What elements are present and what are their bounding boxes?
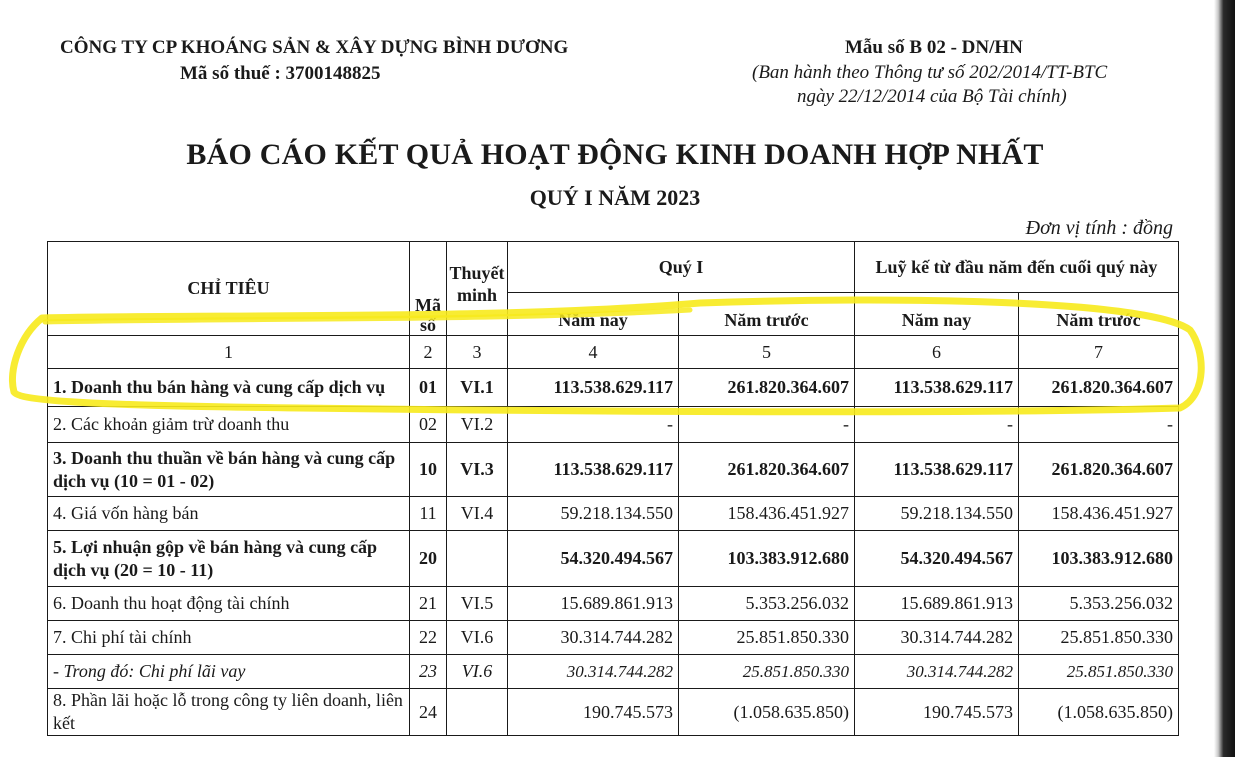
header-ytd-this-year: Năm nay — [855, 293, 1019, 336]
row-ytd-last-year: 25.851.850.330 — [1019, 621, 1179, 655]
row-quarter-last-year: 103.383.912.680 — [679, 531, 855, 587]
row-quarter-this-year: 190.745.573 — [508, 689, 679, 736]
column-index-row — [48, 336, 1179, 369]
row-label: 3. Doanh thu thuần về bán hàng và cung cấp dịch vụ (10 = 01 - 02) — [48, 443, 410, 497]
row-ytd-this-year: 30.314.744.282 — [855, 621, 1019, 655]
table-row — [48, 689, 1179, 736]
header-code: Mã số — [410, 242, 447, 336]
tax-id: Mã số thuế : 3700148825 — [180, 63, 381, 84]
row-quarter-this-year: 54.320.494.567 — [508, 531, 679, 587]
row-label: 7. Chi phí tài chính — [48, 621, 410, 655]
row-note — [447, 689, 508, 736]
header-quarter-last-year: Năm trước — [679, 293, 855, 336]
row-code: 20 — [410, 531, 447, 587]
row-quarter-this-year: 113.538.629.117 — [508, 369, 679, 407]
row-code: 02 — [410, 407, 447, 443]
table-row — [48, 497, 1179, 531]
row-ytd-last-year: 103.383.912.680 — [1019, 531, 1179, 587]
row-label: 2. Các khoản giảm trừ doanh thu — [48, 407, 410, 443]
row-ytd-last-year: 5.353.256.032 — [1019, 587, 1179, 621]
row-label: 4. Giá vốn hàng bán — [48, 497, 410, 531]
index-cell: 1 — [48, 336, 410, 369]
row-code: 24 — [410, 689, 447, 736]
company-name: CÔNG TY CP KHOÁNG SẢN & XÂY DỰNG BÌNH DƯƠNG — [60, 37, 569, 58]
report-title: BÁO CÁO KẾT QUẢ HOẠT ĐỘNG KINH DOANH HỢP NHẤT — [186, 138, 1044, 171]
row-ytd-this-year: 59.218.134.550 — [855, 497, 1019, 531]
row-code: 21 — [410, 587, 447, 621]
currency-unit: Đơn vị tính : đồng — [1025, 217, 1173, 239]
row-label: 6. Doanh thu hoạt động tài chính — [48, 587, 410, 621]
row-quarter-this-year: 15.689.861.913 — [508, 587, 679, 621]
table-row — [48, 655, 1179, 689]
issued-note-line1: (Ban hành theo Thông tư số 202/2014/TT-BTC — [752, 62, 1108, 83]
row-code: 22 — [410, 621, 447, 655]
header-ytd-last-year: Năm trước — [1019, 293, 1179, 336]
index-cell: 4 — [508, 336, 679, 369]
row-quarter-last-year: (1.058.635.850) — [679, 689, 855, 736]
row-ytd-this-year: 113.538.629.117 — [855, 443, 1019, 497]
table-row — [48, 621, 1179, 655]
table-row — [48, 531, 1179, 587]
form-number: Mẫu số B 02 - DN/HN — [845, 37, 1023, 58]
table-row — [48, 407, 1179, 443]
table-row — [48, 369, 1179, 407]
row-ytd-this-year: 113.538.629.117 — [855, 369, 1019, 407]
row-note — [447, 531, 508, 587]
row-ytd-this-year: 54.320.494.567 — [855, 531, 1019, 587]
row-note: VI.2 — [447, 407, 508, 443]
row-ytd-last-year: 158.436.451.927 — [1019, 497, 1179, 531]
header-quarter: Quý I — [508, 242, 855, 293]
row-ytd-this-year: - — [855, 407, 1019, 443]
row-quarter-last-year: 261.820.364.607 — [679, 369, 855, 407]
index-cell: 2 — [410, 336, 447, 369]
row-quarter-last-year: 25.851.850.330 — [679, 655, 855, 689]
row-quarter-last-year: 5.353.256.032 — [679, 587, 855, 621]
row-note: VI.1 — [447, 369, 508, 407]
report-period: QUÝ I NĂM 2023 — [529, 185, 701, 210]
row-ytd-last-year: 261.820.364.607 — [1019, 443, 1179, 497]
index-cell: 7 — [1019, 336, 1179, 369]
header-quarter-this-year: Năm nay — [508, 293, 679, 336]
row-note: VI.6 — [447, 621, 508, 655]
row-code: 11 — [410, 497, 447, 531]
row-quarter-this-year: 30.314.744.282 — [508, 621, 679, 655]
row-label: 1. Doanh thu bán hàng và cung cấp dịch vụ — [48, 369, 410, 407]
row-ytd-last-year: 25.851.850.330 — [1019, 655, 1179, 689]
row-quarter-this-year: 30.314.744.282 — [508, 655, 679, 689]
row-quarter-last-year: - — [679, 407, 855, 443]
row-ytd-this-year: 190.745.573 — [855, 689, 1019, 736]
row-label: 5. Lợi nhuận gộp về bán hàng và cung cấp dịch vụ (20 = 10 - 11) — [48, 531, 410, 587]
row-ytd-last-year: 261.820.364.607 — [1019, 369, 1179, 407]
row-quarter-this-year: 59.218.134.550 — [508, 497, 679, 531]
header-note: Thuyết minh — [447, 242, 508, 336]
row-note: VI.5 — [447, 587, 508, 621]
income-statement-table — [47, 241, 1179, 736]
row-quarter-last-year: 25.851.850.330 — [679, 621, 855, 655]
index-cell: 6 — [855, 336, 1019, 369]
table-row — [48, 587, 1179, 621]
issued-note-line2: ngày 22/12/2014 của Bộ Tài chính) — [797, 86, 1067, 107]
header-indicator: CHỈ TIÊU — [48, 242, 410, 336]
row-ytd-last-year: (1.058.635.850) — [1019, 689, 1179, 736]
row-label: 8. Phần lãi hoặc lỗ trong công ty liên doanh, liên kết — [48, 689, 410, 736]
row-ytd-this-year: 30.314.744.282 — [855, 655, 1019, 689]
row-code: 23 — [410, 655, 447, 689]
row-note: VI.6 — [447, 655, 508, 689]
row-ytd-last-year: - — [1019, 407, 1179, 443]
row-ytd-this-year: 15.689.861.913 — [855, 587, 1019, 621]
row-quarter-this-year: - — [508, 407, 679, 443]
row-note: VI.3 — [447, 443, 508, 497]
row-code: 01 — [410, 369, 447, 407]
row-code: 10 — [410, 443, 447, 497]
row-quarter-last-year: 158.436.451.927 — [679, 497, 855, 531]
page-edge-shadow — [1214, 0, 1235, 757]
index-cell: 3 — [447, 336, 508, 369]
row-note: VI.4 — [447, 497, 508, 531]
row-quarter-last-year: 261.820.364.607 — [679, 443, 855, 497]
row-quarter-this-year: 113.538.629.117 — [508, 443, 679, 497]
index-cell: 5 — [679, 336, 855, 369]
table-row — [48, 443, 1179, 497]
row-label: - Trong đó: Chi phí lãi vay — [48, 655, 410, 689]
header-ytd: Luỹ kế từ đầu năm đến cuối quý này — [855, 242, 1179, 293]
